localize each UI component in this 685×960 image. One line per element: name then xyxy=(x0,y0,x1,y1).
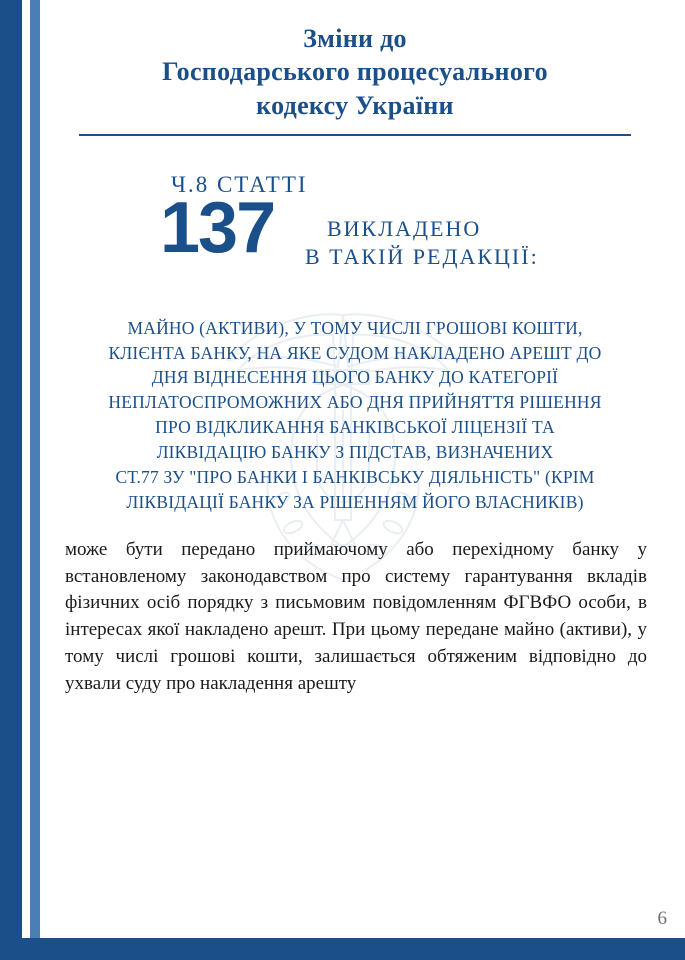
page-title xyxy=(55,0,655,136)
page-content xyxy=(55,0,655,960)
quote-line: ЛІКВІДАЦІЇ БАНКУ ЗА РІШЕННЯМ ЙОГО ВЛАСНИКІВ) xyxy=(126,491,584,512)
quote-line: ДНЯ ВІДНЕСЕННЯ ЦЬОГО БАНКУ ДО КАТЕГОРІЇ xyxy=(151,367,559,388)
title-line-3: кодексу України xyxy=(256,90,454,120)
quote-line: ПРО ВІДКЛИКАННЯ БАНКІВСЬКОЇ ЛІЦЕНЗІЇ ТА xyxy=(155,417,555,438)
quote-line: ЛІКВІДАЦІЮ БАНКУ З ПІДСТАВ, ВИЗНАЧЕНИХ xyxy=(156,442,554,463)
article-headline xyxy=(55,166,655,286)
article-number: 137 xyxy=(160,187,275,268)
quote-line: МАЙНО (АКТИВИ), У ТОМУ ЧИСЛІ ГРОШОВІ КОШТИ, xyxy=(127,317,583,338)
left-decorative-bar-secondary xyxy=(30,0,40,960)
article-prefix: Ч.8 СТАТТІ xyxy=(171,171,308,197)
article-suffix-line-1: ВИКЛАДЕНО xyxy=(327,215,482,241)
title-divider xyxy=(79,134,631,136)
title-line-2: Господарського процесуального xyxy=(162,57,548,87)
quote-block xyxy=(55,316,655,515)
article-suffix-line-2: В ТАКІЙ РЕДАКЦІЇ: xyxy=(305,243,539,269)
title-line-1: Зміни до xyxy=(303,24,407,53)
quote-line: НЕПЛАТОСПРОМОЖНИХ АБО ДНЯ ПРИЙНЯТТЯ РІШЕННЯ xyxy=(108,392,602,413)
page-number: 6 xyxy=(657,908,667,929)
quote-line: КЛІЄНТА БАНКУ, НА ЯКЕ СУДОМ НАКЛАДЕНО АРЕШТ ДО xyxy=(108,342,602,363)
left-decorative-bar xyxy=(0,0,22,960)
body-paragraph: може бути передано приймаючому або перехідному банку у встановленому законодавством про систему гарантування вкладів фізичних осіб порядку з письмовим повідомленням ФГВФО особи, в інтересах якої накладено арешт. При цьому передане майно (активи), у тому числі грошові кошти, залишається обтяженим відповідно до ухвали суду про накладення арешту xyxy=(65,538,647,695)
quote-line: СТ.77 ЗУ "ПРО БАНКИ І БАНКІВСЬКУ ДІЯЛЬНІСТЬ" (КРІМ xyxy=(115,466,595,487)
